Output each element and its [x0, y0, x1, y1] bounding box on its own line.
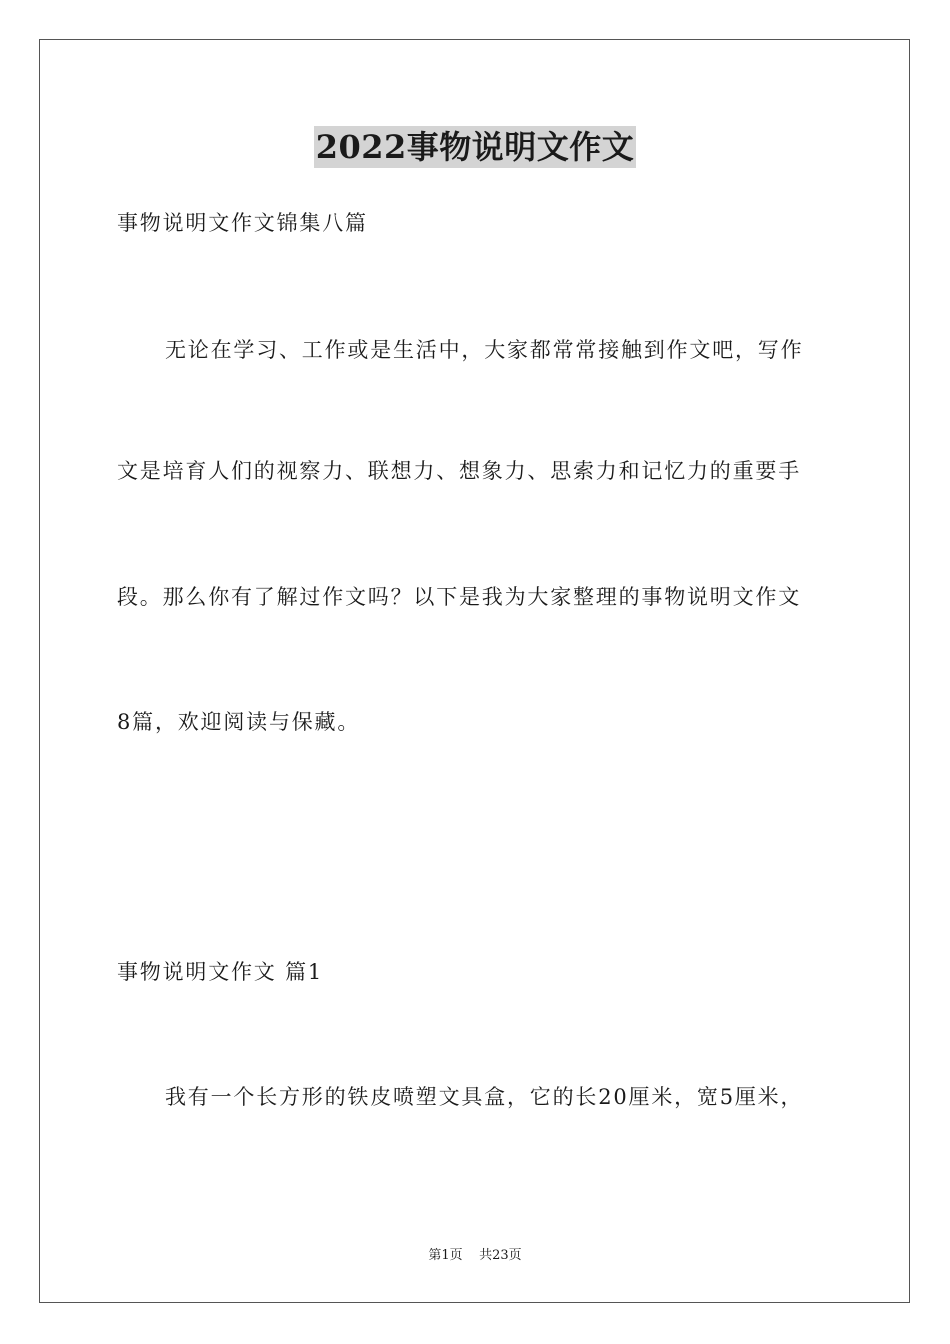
document-title: 2022事物说明文作文 [315, 128, 635, 166]
page-footer [0, 1247, 950, 1265]
page-number-label: 第1页 [428, 1248, 463, 1263]
intro-line-1: 无论在学习、工作或是生活中，大家都常常接触到作文吧，写作 [165, 338, 804, 362]
intro-line-4: 8篇，欢迎阅读与保藏。 [117, 710, 361, 734]
title-container [0, 126, 950, 168]
intro-line-3: 段。那么你有了解过作文吗？以下是我为大家整理的事物说明文作文 [117, 585, 801, 609]
document-subtitle: 事物说明文作文锦集八篇 [117, 211, 368, 235]
intro-line-2: 文是培育人们的视察力、联想力、想象力、思索力和记忆力的重要手 [117, 459, 801, 483]
total-pages-label: 共23页 [479, 1248, 522, 1263]
section-heading: 事物说明文作文 篇1 [117, 960, 324, 984]
body-line-1: 我有一个长方形的铁皮喷塑文具盒，它的长20厘米，宽5厘米， [165, 1085, 804, 1109]
